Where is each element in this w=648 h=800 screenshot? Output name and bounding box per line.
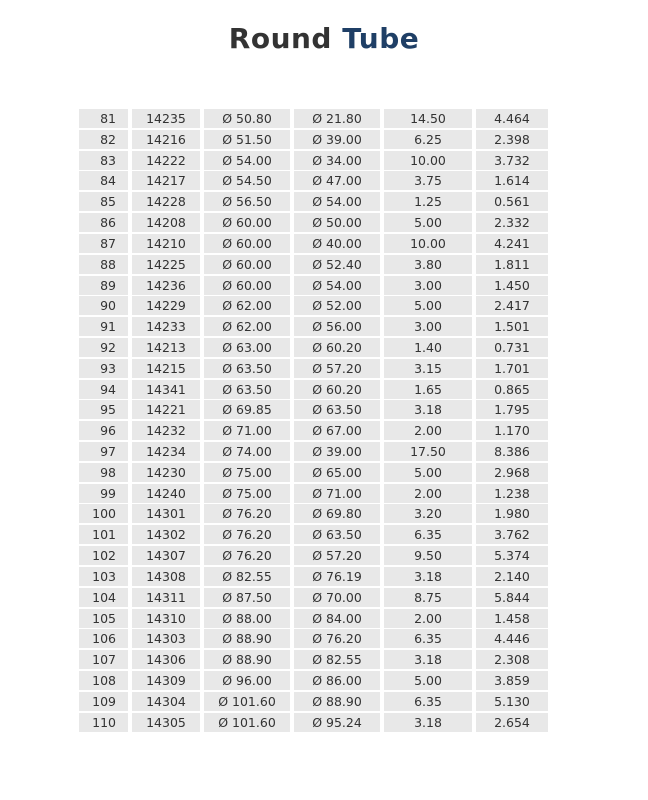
weight-cell: 0.561 bbox=[476, 192, 548, 211]
table-row bbox=[79, 317, 548, 336]
table-row bbox=[79, 255, 548, 274]
outer-diameter-cell: Ø 56.50 bbox=[204, 192, 290, 211]
inner-diameter-cell: Ø 82.55 bbox=[294, 650, 380, 669]
wall-thickness-cell: 3.18 bbox=[384, 713, 472, 732]
weight-cell: 0.731 bbox=[476, 338, 548, 357]
row-number-cell: 84 bbox=[79, 171, 128, 190]
outer-diameter-cell: Ø 74.00 bbox=[204, 442, 290, 461]
row-number-cell: 100 bbox=[79, 504, 128, 523]
inner-diameter-cell: Ø 52.00 bbox=[294, 296, 380, 315]
weight-cell: 3.762 bbox=[476, 525, 548, 544]
table-row bbox=[79, 692, 548, 711]
wall-thickness-cell: 3.15 bbox=[384, 359, 472, 378]
article-number-cell: 14225 bbox=[132, 255, 200, 274]
wall-thickness-cell: 2.00 bbox=[384, 609, 472, 628]
outer-diameter-cell: Ø 54.00 bbox=[204, 151, 290, 170]
inner-diameter-cell: Ø 70.00 bbox=[294, 588, 380, 607]
outer-diameter-cell: Ø 101.60 bbox=[204, 692, 290, 711]
table-row bbox=[79, 276, 548, 295]
inner-diameter-cell: Ø 47.00 bbox=[294, 171, 380, 190]
row-number-cell: 83 bbox=[79, 151, 128, 170]
row-number-cell: 99 bbox=[79, 484, 128, 503]
article-number-cell: 14215 bbox=[132, 359, 200, 378]
outer-diameter-cell: Ø 87.50 bbox=[204, 588, 290, 607]
outer-diameter-cell: Ø 75.00 bbox=[204, 484, 290, 503]
table-row bbox=[79, 400, 548, 419]
wall-thickness-cell: 2.00 bbox=[384, 484, 472, 503]
weight-cell: 5.374 bbox=[476, 546, 548, 565]
weight-cell: 1.795 bbox=[476, 400, 548, 419]
table-row bbox=[79, 296, 548, 315]
outer-diameter-cell: Ø 50.80 bbox=[204, 109, 290, 128]
table-row bbox=[79, 380, 548, 399]
table-row bbox=[79, 213, 548, 232]
outer-diameter-cell: Ø 60.00 bbox=[204, 276, 290, 295]
weight-cell: 2.140 bbox=[476, 567, 548, 586]
article-number-cell: 14305 bbox=[132, 713, 200, 732]
weight-cell: 5.844 bbox=[476, 588, 548, 607]
article-number-cell: 14304 bbox=[132, 692, 200, 711]
article-number-cell: 14234 bbox=[132, 442, 200, 461]
inner-diameter-cell: Ø 57.20 bbox=[294, 546, 380, 565]
table-row bbox=[79, 567, 548, 586]
article-number-cell: 14230 bbox=[132, 463, 200, 482]
article-number-cell: 14236 bbox=[132, 276, 200, 295]
article-number-cell: 14303 bbox=[132, 629, 200, 648]
row-number-cell: 98 bbox=[79, 463, 128, 482]
outer-diameter-cell: Ø 63.50 bbox=[204, 359, 290, 378]
row-number-cell: 101 bbox=[79, 525, 128, 544]
wall-thickness-cell: 10.00 bbox=[384, 151, 472, 170]
weight-cell: 2.308 bbox=[476, 650, 548, 669]
inner-diameter-cell: Ø 65.00 bbox=[294, 463, 380, 482]
inner-diameter-cell: Ø 84.00 bbox=[294, 609, 380, 628]
outer-diameter-cell: Ø 96.00 bbox=[204, 671, 290, 690]
inner-diameter-cell: Ø 39.00 bbox=[294, 130, 380, 149]
article-number-cell: 14216 bbox=[132, 130, 200, 149]
outer-diameter-cell: Ø 60.00 bbox=[204, 213, 290, 232]
inner-diameter-cell: Ø 86.00 bbox=[294, 671, 380, 690]
wall-thickness-cell: 3.00 bbox=[384, 317, 472, 336]
outer-diameter-cell: Ø 51.50 bbox=[204, 130, 290, 149]
inner-diameter-cell: Ø 50.00 bbox=[294, 213, 380, 232]
row-number-cell: 82 bbox=[79, 130, 128, 149]
wall-thickness-cell: 9.50 bbox=[384, 546, 472, 565]
wall-thickness-cell: 6.35 bbox=[384, 629, 472, 648]
row-number-cell: 81 bbox=[79, 109, 128, 128]
table-row bbox=[79, 463, 548, 482]
article-number-cell: 14307 bbox=[132, 546, 200, 565]
outer-diameter-cell: Ø 101.60 bbox=[204, 713, 290, 732]
wall-thickness-cell: 8.75 bbox=[384, 588, 472, 607]
weight-cell: 3.859 bbox=[476, 671, 548, 690]
wall-thickness-cell: 3.00 bbox=[384, 276, 472, 295]
table-row bbox=[79, 338, 548, 357]
wall-thickness-cell: 5.00 bbox=[384, 463, 472, 482]
wall-thickness-cell: 3.18 bbox=[384, 650, 472, 669]
table-row bbox=[79, 629, 548, 648]
wall-thickness-cell: 1.25 bbox=[384, 192, 472, 211]
table-row bbox=[79, 650, 548, 669]
outer-diameter-cell: Ø 82.55 bbox=[204, 567, 290, 586]
outer-diameter-cell: Ø 76.20 bbox=[204, 546, 290, 565]
table-row bbox=[79, 609, 548, 628]
wall-thickness-cell: 17.50 bbox=[384, 442, 472, 461]
weight-cell: 1.701 bbox=[476, 359, 548, 378]
outer-diameter-cell: Ø 76.20 bbox=[204, 504, 290, 523]
outer-diameter-cell: Ø 60.00 bbox=[204, 234, 290, 253]
table-row bbox=[79, 484, 548, 503]
inner-diameter-cell: Ø 54.00 bbox=[294, 192, 380, 211]
weight-cell: 1.501 bbox=[476, 317, 548, 336]
inner-diameter-cell: Ø 21.80 bbox=[294, 109, 380, 128]
article-number-cell: 14221 bbox=[132, 400, 200, 419]
weight-cell: 1.458 bbox=[476, 609, 548, 628]
row-number-cell: 87 bbox=[79, 234, 128, 253]
wall-thickness-cell: 5.00 bbox=[384, 671, 472, 690]
row-number-cell: 85 bbox=[79, 192, 128, 211]
outer-diameter-cell: Ø 71.00 bbox=[204, 421, 290, 440]
row-number-cell: 96 bbox=[79, 421, 128, 440]
weight-cell: 1.170 bbox=[476, 421, 548, 440]
inner-diameter-cell: Ø 60.20 bbox=[294, 380, 380, 399]
row-number-cell: 89 bbox=[79, 276, 128, 295]
article-number-cell: 14233 bbox=[132, 317, 200, 336]
row-number-cell: 94 bbox=[79, 380, 128, 399]
outer-diameter-cell: Ø 62.00 bbox=[204, 317, 290, 336]
inner-diameter-cell: Ø 52.40 bbox=[294, 255, 380, 274]
inner-diameter-cell: Ø 56.00 bbox=[294, 317, 380, 336]
weight-cell: 4.446 bbox=[476, 629, 548, 648]
row-number-cell: 90 bbox=[79, 296, 128, 315]
table-row bbox=[79, 151, 548, 170]
wall-thickness-cell: 14.50 bbox=[384, 109, 472, 128]
wall-thickness-cell: 10.00 bbox=[384, 234, 472, 253]
article-number-cell: 14232 bbox=[132, 421, 200, 440]
article-number-cell: 14306 bbox=[132, 650, 200, 669]
row-number-cell: 88 bbox=[79, 255, 128, 274]
row-number-cell: 97 bbox=[79, 442, 128, 461]
article-number-cell: 14308 bbox=[132, 567, 200, 586]
page-title bbox=[0, 22, 648, 55]
table-row bbox=[79, 525, 548, 544]
table-row bbox=[79, 546, 548, 565]
wall-thickness-cell: 6.25 bbox=[384, 130, 472, 149]
title-word-tube: Tube bbox=[342, 22, 420, 55]
table-row bbox=[79, 171, 548, 190]
outer-diameter-cell: Ø 69.85 bbox=[204, 400, 290, 419]
wall-thickness-cell: 1.65 bbox=[384, 380, 472, 399]
weight-cell: 5.130 bbox=[476, 692, 548, 711]
inner-diameter-cell: Ø 63.50 bbox=[294, 400, 380, 419]
row-number-cell: 91 bbox=[79, 317, 128, 336]
weight-cell: 1.614 bbox=[476, 171, 548, 190]
inner-diameter-cell: Ø 63.50 bbox=[294, 525, 380, 544]
weight-cell: 2.332 bbox=[476, 213, 548, 232]
weight-cell: 8.386 bbox=[476, 442, 548, 461]
inner-diameter-cell: Ø 76.19 bbox=[294, 567, 380, 586]
table-row bbox=[79, 713, 548, 732]
outer-diameter-cell: Ø 76.20 bbox=[204, 525, 290, 544]
weight-cell: 1.238 bbox=[476, 484, 548, 503]
table-row bbox=[79, 421, 548, 440]
inner-diameter-cell: Ø 76.20 bbox=[294, 629, 380, 648]
weight-cell: 2.654 bbox=[476, 713, 548, 732]
wall-thickness-cell: 1.40 bbox=[384, 338, 472, 357]
outer-diameter-cell: Ø 63.50 bbox=[204, 380, 290, 399]
article-number-cell: 14210 bbox=[132, 234, 200, 253]
round-tube-table bbox=[79, 109, 548, 733]
row-number-cell: 95 bbox=[79, 400, 128, 419]
article-number-cell: 14311 bbox=[132, 588, 200, 607]
row-number-cell: 86 bbox=[79, 213, 128, 232]
wall-thickness-cell: 6.35 bbox=[384, 692, 472, 711]
weight-cell: 1.811 bbox=[476, 255, 548, 274]
wall-thickness-cell: 3.20 bbox=[384, 504, 472, 523]
outer-diameter-cell: Ø 88.90 bbox=[204, 629, 290, 648]
table-row bbox=[79, 192, 548, 211]
table-row bbox=[79, 130, 548, 149]
outer-diameter-cell: Ø 60.00 bbox=[204, 255, 290, 274]
article-number-cell: 14341 bbox=[132, 380, 200, 399]
outer-diameter-cell: Ø 88.00 bbox=[204, 609, 290, 628]
inner-diameter-cell: Ø 88.90 bbox=[294, 692, 380, 711]
wall-thickness-cell: 6.35 bbox=[384, 525, 472, 544]
weight-cell: 0.865 bbox=[476, 380, 548, 399]
wall-thickness-cell: 3.18 bbox=[384, 567, 472, 586]
row-number-cell: 103 bbox=[79, 567, 128, 586]
article-number-cell: 14302 bbox=[132, 525, 200, 544]
weight-cell: 4.464 bbox=[476, 109, 548, 128]
row-number-cell: 93 bbox=[79, 359, 128, 378]
table-row bbox=[79, 504, 548, 523]
row-number-cell: 102 bbox=[79, 546, 128, 565]
wall-thickness-cell: 2.00 bbox=[384, 421, 472, 440]
weight-cell: 1.450 bbox=[476, 276, 548, 295]
table-row bbox=[79, 671, 548, 690]
inner-diameter-cell: Ø 54.00 bbox=[294, 276, 380, 295]
table-row bbox=[79, 359, 548, 378]
article-number-cell: 14208 bbox=[132, 213, 200, 232]
row-number-cell: 92 bbox=[79, 338, 128, 357]
article-number-cell: 14310 bbox=[132, 609, 200, 628]
row-number-cell: 104 bbox=[79, 588, 128, 607]
weight-cell: 2.968 bbox=[476, 463, 548, 482]
table-row bbox=[79, 109, 548, 128]
weight-cell: 2.417 bbox=[476, 296, 548, 315]
wall-thickness-cell: 5.00 bbox=[384, 296, 472, 315]
inner-diameter-cell: Ø 71.00 bbox=[294, 484, 380, 503]
wall-thickness-cell: 3.80 bbox=[384, 255, 472, 274]
row-number-cell: 110 bbox=[79, 713, 128, 732]
inner-diameter-cell: Ø 57.20 bbox=[294, 359, 380, 378]
article-number-cell: 14301 bbox=[132, 504, 200, 523]
article-number-cell: 14213 bbox=[132, 338, 200, 357]
inner-diameter-cell: Ø 40.00 bbox=[294, 234, 380, 253]
outer-diameter-cell: Ø 54.50 bbox=[204, 171, 290, 190]
inner-diameter-cell: Ø 39.00 bbox=[294, 442, 380, 461]
outer-diameter-cell: Ø 62.00 bbox=[204, 296, 290, 315]
article-number-cell: 14309 bbox=[132, 671, 200, 690]
inner-diameter-cell: Ø 95.24 bbox=[294, 713, 380, 732]
row-number-cell: 109 bbox=[79, 692, 128, 711]
article-number-cell: 14217 bbox=[132, 171, 200, 190]
inner-diameter-cell: Ø 67.00 bbox=[294, 421, 380, 440]
article-number-cell: 14235 bbox=[132, 109, 200, 128]
outer-diameter-cell: Ø 75.00 bbox=[204, 463, 290, 482]
row-number-cell: 108 bbox=[79, 671, 128, 690]
table-row bbox=[79, 234, 548, 253]
inner-diameter-cell: Ø 69.80 bbox=[294, 504, 380, 523]
inner-diameter-cell: Ø 60.20 bbox=[294, 338, 380, 357]
weight-cell: 2.398 bbox=[476, 130, 548, 149]
row-number-cell: 106 bbox=[79, 629, 128, 648]
table-row bbox=[79, 588, 548, 607]
weight-cell: 1.980 bbox=[476, 504, 548, 523]
article-number-cell: 14222 bbox=[132, 151, 200, 170]
article-number-cell: 14228 bbox=[132, 192, 200, 211]
article-number-cell: 14229 bbox=[132, 296, 200, 315]
outer-diameter-cell: Ø 88.90 bbox=[204, 650, 290, 669]
table-row bbox=[79, 442, 548, 461]
title-word-round: Round bbox=[228, 22, 332, 55]
wall-thickness-cell: 5.00 bbox=[384, 213, 472, 232]
inner-diameter-cell: Ø 34.00 bbox=[294, 151, 380, 170]
outer-diameter-cell: Ø 63.00 bbox=[204, 338, 290, 357]
weight-cell: 4.241 bbox=[476, 234, 548, 253]
wall-thickness-cell: 3.18 bbox=[384, 400, 472, 419]
weight-cell: 3.732 bbox=[476, 151, 548, 170]
row-number-cell: 107 bbox=[79, 650, 128, 669]
article-number-cell: 14240 bbox=[132, 484, 200, 503]
wall-thickness-cell: 3.75 bbox=[384, 171, 472, 190]
row-number-cell: 105 bbox=[79, 609, 128, 628]
